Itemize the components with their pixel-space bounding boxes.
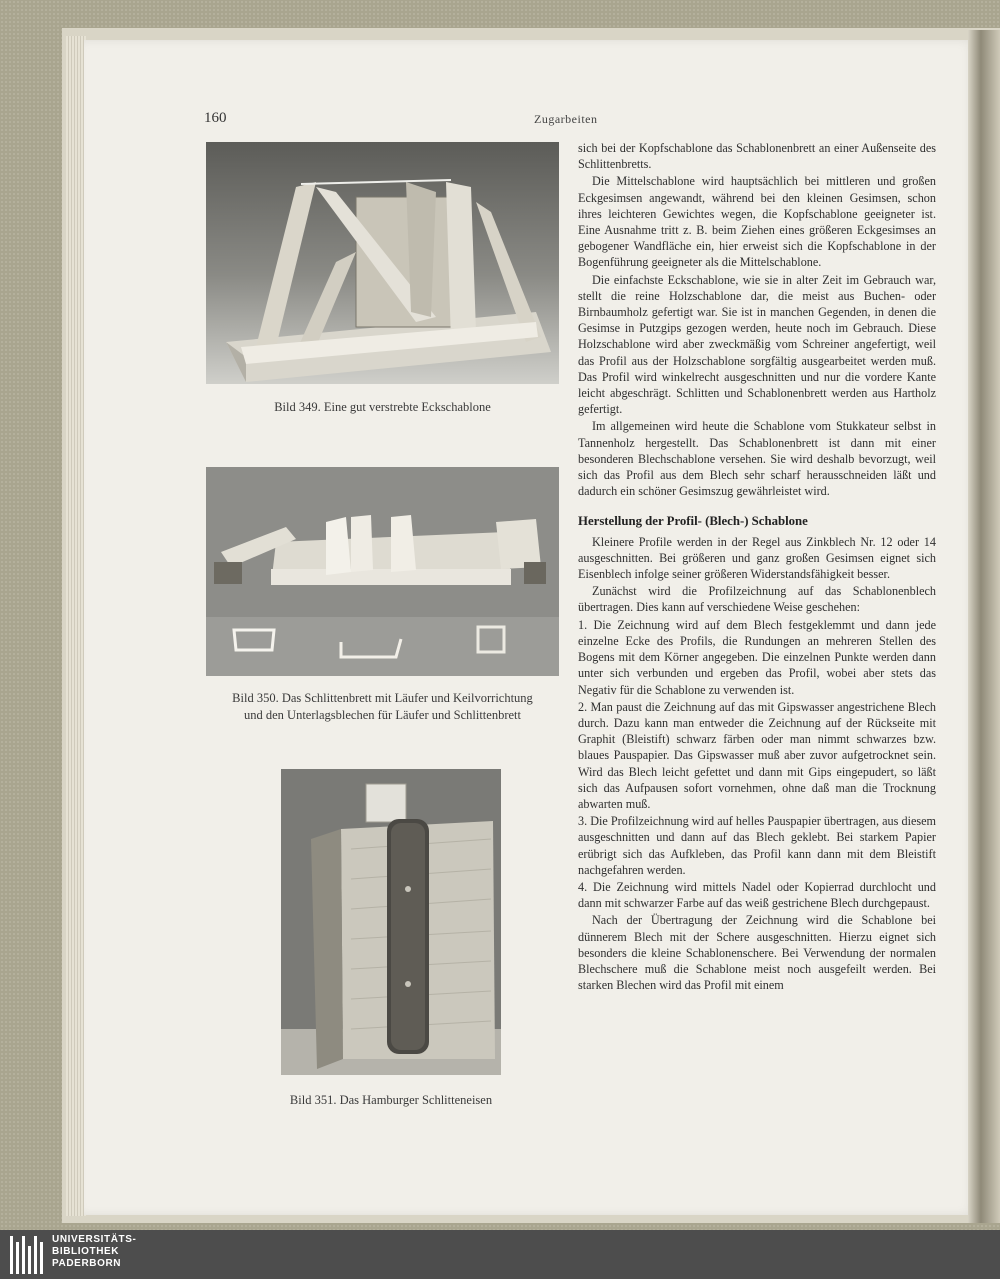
running-title: Zugarbeiten <box>534 112 598 126</box>
sled-iron-illustration <box>281 769 501 1075</box>
paragraph-9: 3. Die Profilzeichnung wird auf helles Pauspapier übertragen, aus diesem ausgeschnitten und dann auf das Blech geklebt. Bei starkem Papier erübrigt sich das Aufkleben, das Profil kann dann mit dem Bleistift nachgefahren werden. <box>578 814 936 877</box>
sled-board-illustration <box>206 467 559 676</box>
paragraph-10: 4. Die Zeichnung wird mittels Nadel oder Kopierrad durchlocht und dann mit schwarzer Farbe auf das weiß gestrichene Blech durchgepaust. <box>578 879 936 911</box>
paragraph-4: Im allgemeinen wird heute die Schablone vom Stukkateur selbst in Tannenholz hergestellt. Das Schablonenbrett ist dann mit einer besonderen Blechschablone versehen. Sie wird deshalb bevorzugt, weil sich das Profil aus dem Blech sehr scharf herausschneiden läßt und dadurch ein schöner Gesimszug gewährleistet wird. <box>578 419 936 499</box>
library-name-line1: UNIVERSITÄTS- <box>52 1234 137 1245</box>
book-gutter <box>968 30 1000 1223</box>
library-name-line3: PADERBORN <box>52 1258 122 1269</box>
page-edge-stack <box>66 36 86 1216</box>
figure-349-photo <box>206 142 559 384</box>
library-footer-bar <box>0 1230 1000 1279</box>
paragraph-11: Nach der Übertragung der Zeichnung wird die Schablone bei dünnerem Blech mit der Schere ausgeschnitten. Hierzu eignet sich besonders die kleine Schablonenschere. Bei Verwendung der normalen Blechschere muß die Schablone meist noch ausgefeilt werden. Bei starken Blechen wird das Profil mit einem <box>578 913 936 993</box>
figure-350-caption-line2: und den Unterlagsblechen für Läufer und Schlittenbrett <box>244 708 521 722</box>
paragraph-2: Die Mittelschablone wird hauptsächlich bei mittleren und großen Eckgesimsen angewandt, während bei den kleinen Gesimsen, schon ihres leichteren Gewichtes wegen, die Kopfschablone geeigneter ist. Eine Ausnahme tritt z. B. beim Ziehen eines größeren Eckgesimses an gebogener Wandfläche ein, hier erweist sich die Kopfschablone in der Bogenführung geeigneter als die Mittelschablone. <box>578 174 936 270</box>
figure-350-photo <box>206 467 559 676</box>
figure-350-caption-line1: Bild 350. Das Schlittenbrett mit Läufer und Keilvorrichtung <box>232 691 533 705</box>
figure-350-caption <box>196 690 569 724</box>
paragraph-5: Kleinere Profile werden in der Regel aus Zinkblech Nr. 12 oder 14 ausgeschnitten. Bei größeren und ganz großen Gesimsen eignet sich Eisenblech infolge seiner größeren Widerstandsfähigkeit besser. <box>578 534 936 582</box>
library-name <box>52 1234 136 1270</box>
figure-349-caption: Bild 349. Eine gut verstrebte Eckschablone <box>274 400 491 414</box>
section-heading: Herstellung der Profil- (Blech-) Schablone <box>578 514 808 529</box>
library-logo-icon <box>10 1234 46 1276</box>
page-number: 160 <box>204 110 227 126</box>
figure-351-photo <box>281 769 501 1075</box>
body-text-column <box>578 140 936 994</box>
figure-351-caption: Bild 351. Das Hamburger Schlitteneisen <box>289 1093 493 1107</box>
paragraph-7: 1. Die Zeichnung wird auf dem Blech festgeklemmt und dann jede einzelne Ecke des Profils, die Rundungen an mehreren Stellen des Bogens mit dem Körner angegeben. Die einzelnen Punkte werden dann unter sich verbunden und ergeben das Profil, wobei aber stets das Negativ für die Schablone zu verwenden ist. <box>578 617 936 697</box>
paragraph-3: Die einfachste Eckschablone, wie sie in alter Zeit im Gebrauch war, stellt die reine Holzschablone dar, die meist aus Buchen- oder Birnbaumholz gefertigt war. Sie ist in manchen Gegenden, in denen die Gesimse in Putzgips gezogen werden, heute noch im Gebrauch. Diese Holzschablone wird aber zweckmäßig vom Schreiner angefertigt, weil das Profil aus der Holzschablone sorgfältig ausgearbeitet werden muß. Das Profil wird winkelrecht ausgeschnitten und nur die vordere Kante leicht abgeschrägt. Schlitten und Schablonenbrett werden aus Hartholz gefertigt. <box>578 272 936 417</box>
library-name-line2: BIBLIOTHEK <box>52 1246 120 1257</box>
paragraph-1: sich bei der Kopfschablone das Schablonenbrett an einer Außenseite des Schlittenbretts. <box>578 141 936 172</box>
paragraph-6: Zunächst wird die Profilzeichnung auf das Schablonenblech übertragen. Dies kann auf verschiedene Weise geschehen: <box>578 584 936 615</box>
paragraph-8: 2. Man paust die Zeichnung auf das mit Gipswasser angestrichene Blech durch. Dazu kann man entweder die Zeichnung auf der Rückseite mit Graphit (Bleistift) schwarz färben oder man nimmt schwarzes bzw. blaues Pauspapier. Das Gipswasser muß aber zuvor aufgetrocknet sein. Wird das Blech leicht gefettet und dann mit Gips eingepudert, so läßt sich das Aufpausen sofort vornehmen, ohne daß man die Trocknung abwarten muß. <box>578 699 936 811</box>
braced-template-illustration <box>206 142 559 384</box>
